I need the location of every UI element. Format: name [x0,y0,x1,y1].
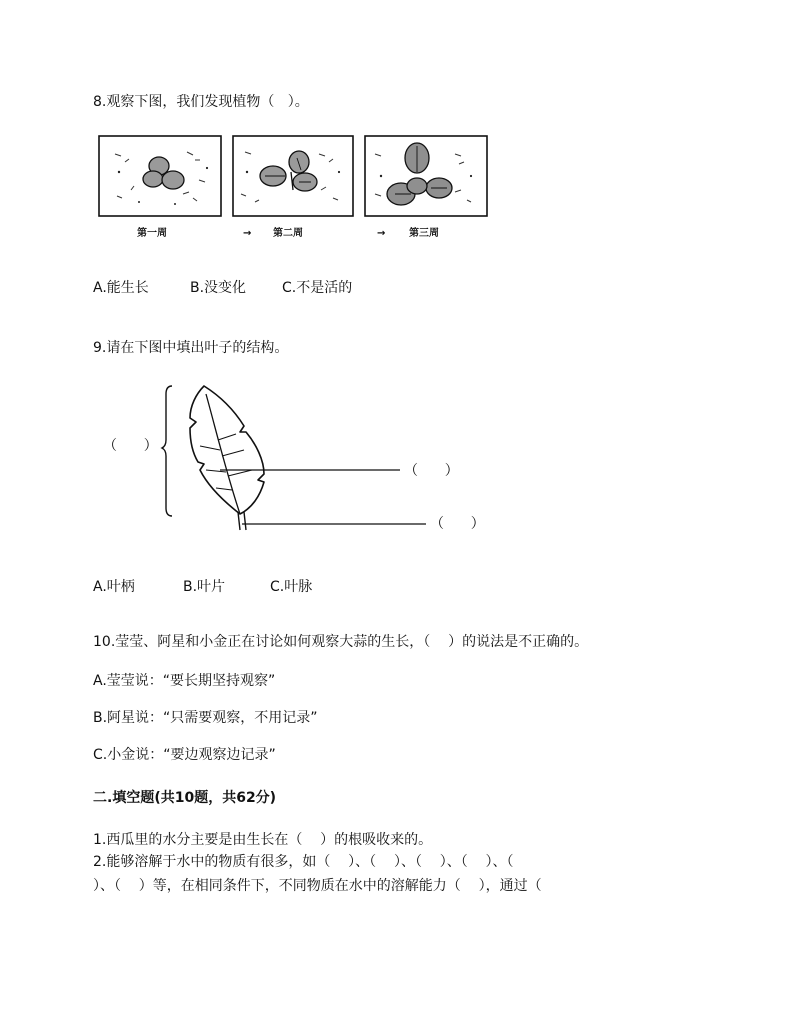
fill-question-2-line-2: ）、（ ）等，在相同条件下，不同物质在水中的溶解能力（ ），通过（ [93,878,542,894]
q8-option-c: C.不是活的 [282,280,353,296]
leaf-structure-figure [160,380,440,540]
bracket [162,386,172,516]
fill-question-2-line-1: 2.能够溶解于水中的物质有很多，如（ ）、（ ）、（ ）、（ ）、（ [93,854,514,870]
arrow-1: → [243,228,252,239]
q10-option-c: C.小金说：“要边观察边记录” [93,747,276,763]
arrow-2: → [377,228,386,239]
q9-option-b: B.叶片 [183,579,226,595]
week-2-panel [233,136,353,216]
fill-question-1: 1.西瓜里的水分主要是由生长在（ ）的根吸收来的。 [93,832,433,848]
week-3-label: 第三周 [409,228,439,239]
blank-petiole: （ ） [430,516,485,532]
q9-option-c: C.叶脉 [270,579,313,595]
blank-blade: （ ） [103,438,158,454]
q8-option-b: B.没变化 [190,280,247,296]
q10-option-a: A.莹莹说：“要长期坚持观察” [93,673,276,689]
leaf-petiole [238,512,246,530]
question-9-text: 9.请在下图中填出叶子的结构。 [93,340,289,356]
plant-growth-figure [95,132,495,244]
week-1-panel [99,136,221,216]
q8-option-a: A.能生长 [93,280,149,296]
q10-option-b: B.阿星说：“只需要观察，不用记录” [93,710,318,726]
week-1-label: 第一周 [137,228,167,239]
blank-vein: （ ） [404,463,459,479]
question-8-text: 8.观察下图，我们发现植物（ ）。 [93,94,309,110]
week-2-label: 第二周 [273,228,303,239]
section-2-title: 二.填空题(共10题，共62分) [93,790,277,806]
question-10-text: 10.莹莹、阿星和小金正在讨论如何观察大蒜的生长，（ ）的说法是不正确的。 [93,634,589,650]
q9-option-a: A.叶柄 [93,579,135,595]
leaf-blade [190,386,264,514]
week-3-panel [365,136,487,216]
